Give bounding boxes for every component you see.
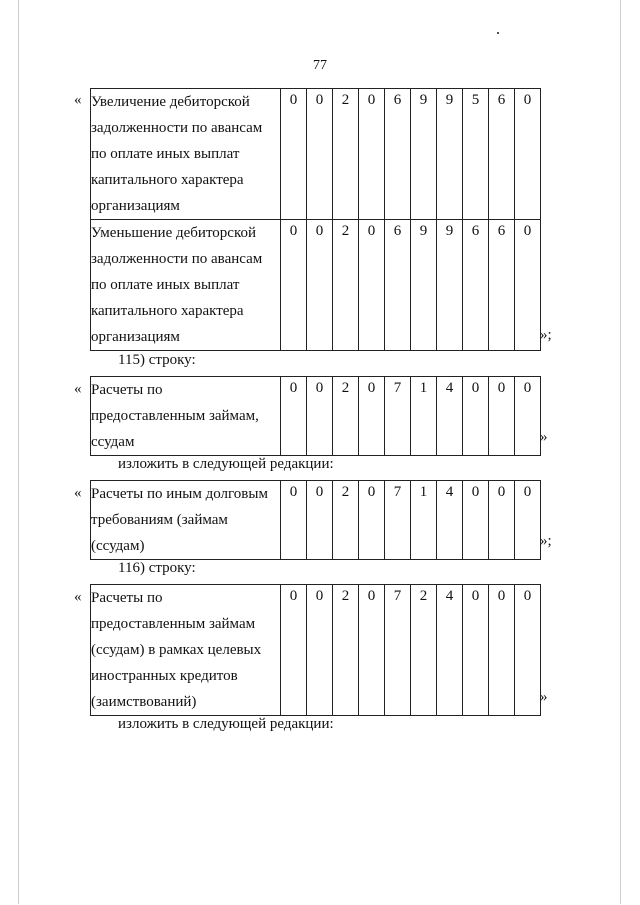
redaction-text: изложить в следующей редакции:	[118, 456, 334, 472]
table-row	[91, 481, 541, 560]
code-digit: 0	[307, 377, 333, 456]
open-quote: «	[74, 485, 82, 501]
code-digit: 0	[489, 481, 515, 560]
code-digit: 7	[385, 481, 411, 560]
code-digit: 6	[489, 220, 515, 351]
code-digit: 4	[437, 481, 463, 560]
open-quote: «	[74, 589, 82, 605]
code-digit: 0	[307, 220, 333, 351]
row-name: Уменьшение дебиторской задолженности по авансам по оплате иных выплат капитального характера организациям	[91, 220, 281, 351]
code-digit: 0	[359, 377, 385, 456]
code-digit: 6	[385, 220, 411, 351]
code-digit: 5	[463, 89, 489, 220]
row-name: Расчеты по иным долговым требованиям (займам (ссудам)	[91, 481, 281, 560]
code-digit: 4	[437, 377, 463, 456]
open-quote: «	[74, 381, 82, 397]
code-digit: 2	[333, 220, 359, 351]
code-table-2	[90, 376, 541, 456]
code-digit: 6	[463, 220, 489, 351]
item-116-text: 116) строку:	[118, 560, 196, 576]
close-quote: »	[540, 689, 548, 705]
table-row	[91, 377, 541, 456]
redaction-text: изложить в следующей редакции:	[118, 716, 334, 732]
code-digit: 6	[489, 89, 515, 220]
scan-speck	[497, 32, 499, 34]
code-digit: 0	[359, 89, 385, 220]
code-digit: 0	[359, 585, 385, 716]
code-table-3	[90, 480, 541, 560]
code-digit: 0	[463, 377, 489, 456]
code-digit: 0	[281, 89, 307, 220]
code-digit: 0	[463, 481, 489, 560]
code-digit: 0	[281, 220, 307, 351]
code-digit: 9	[437, 220, 463, 351]
code-digit: 9	[411, 89, 437, 220]
code-digit: 0	[515, 220, 541, 351]
code-digit: 2	[333, 89, 359, 220]
code-digit: 2	[333, 585, 359, 716]
close-quote: »;	[540, 533, 552, 549]
code-digit: 0	[281, 377, 307, 456]
code-digit: 0	[359, 481, 385, 560]
code-digit: 2	[333, 481, 359, 560]
code-digit: 0	[281, 585, 307, 716]
close-quote: »	[540, 429, 548, 445]
table-row	[91, 220, 541, 351]
code-digit: 0	[307, 585, 333, 716]
code-digit: 0	[281, 481, 307, 560]
item-115-text: 115) строку:	[118, 352, 196, 368]
row-name: Расчеты по предоставленным займам, ссудам	[91, 377, 281, 456]
close-quote: »;	[540, 327, 552, 343]
code-table-1	[90, 88, 541, 351]
code-digit: 1	[411, 377, 437, 456]
code-digit: 9	[411, 220, 437, 351]
code-digit: 7	[385, 585, 411, 716]
code-digit: 0	[515, 377, 541, 456]
open-quote: «	[74, 92, 82, 108]
code-digit: 0	[463, 585, 489, 716]
code-digit: 0	[307, 89, 333, 220]
code-digit: 1	[411, 481, 437, 560]
code-digit: 0	[515, 585, 541, 716]
code-table-4	[90, 584, 541, 716]
code-digit: 7	[385, 377, 411, 456]
table-row	[91, 89, 541, 220]
table-row	[91, 585, 541, 716]
code-digit: 0	[489, 377, 515, 456]
code-digit: 2	[333, 377, 359, 456]
code-digit: 0	[307, 481, 333, 560]
code-digit: 0	[515, 481, 541, 560]
code-digit: 2	[411, 585, 437, 716]
code-digit: 4	[437, 585, 463, 716]
row-name: Увеличение дебиторской задолженности по авансам по оплате иных выплат капитального характера организациям	[91, 89, 281, 220]
page-number: 77	[313, 58, 327, 73]
code-digit: 6	[385, 89, 411, 220]
code-digit: 0	[489, 585, 515, 716]
code-digit: 0	[359, 220, 385, 351]
row-name: Расчеты по предоставленным займам (ссудам) в рамках целевых иностранных кредитов (заимствований)	[91, 585, 281, 716]
code-digit: 0	[515, 89, 541, 220]
code-digit: 9	[437, 89, 463, 220]
